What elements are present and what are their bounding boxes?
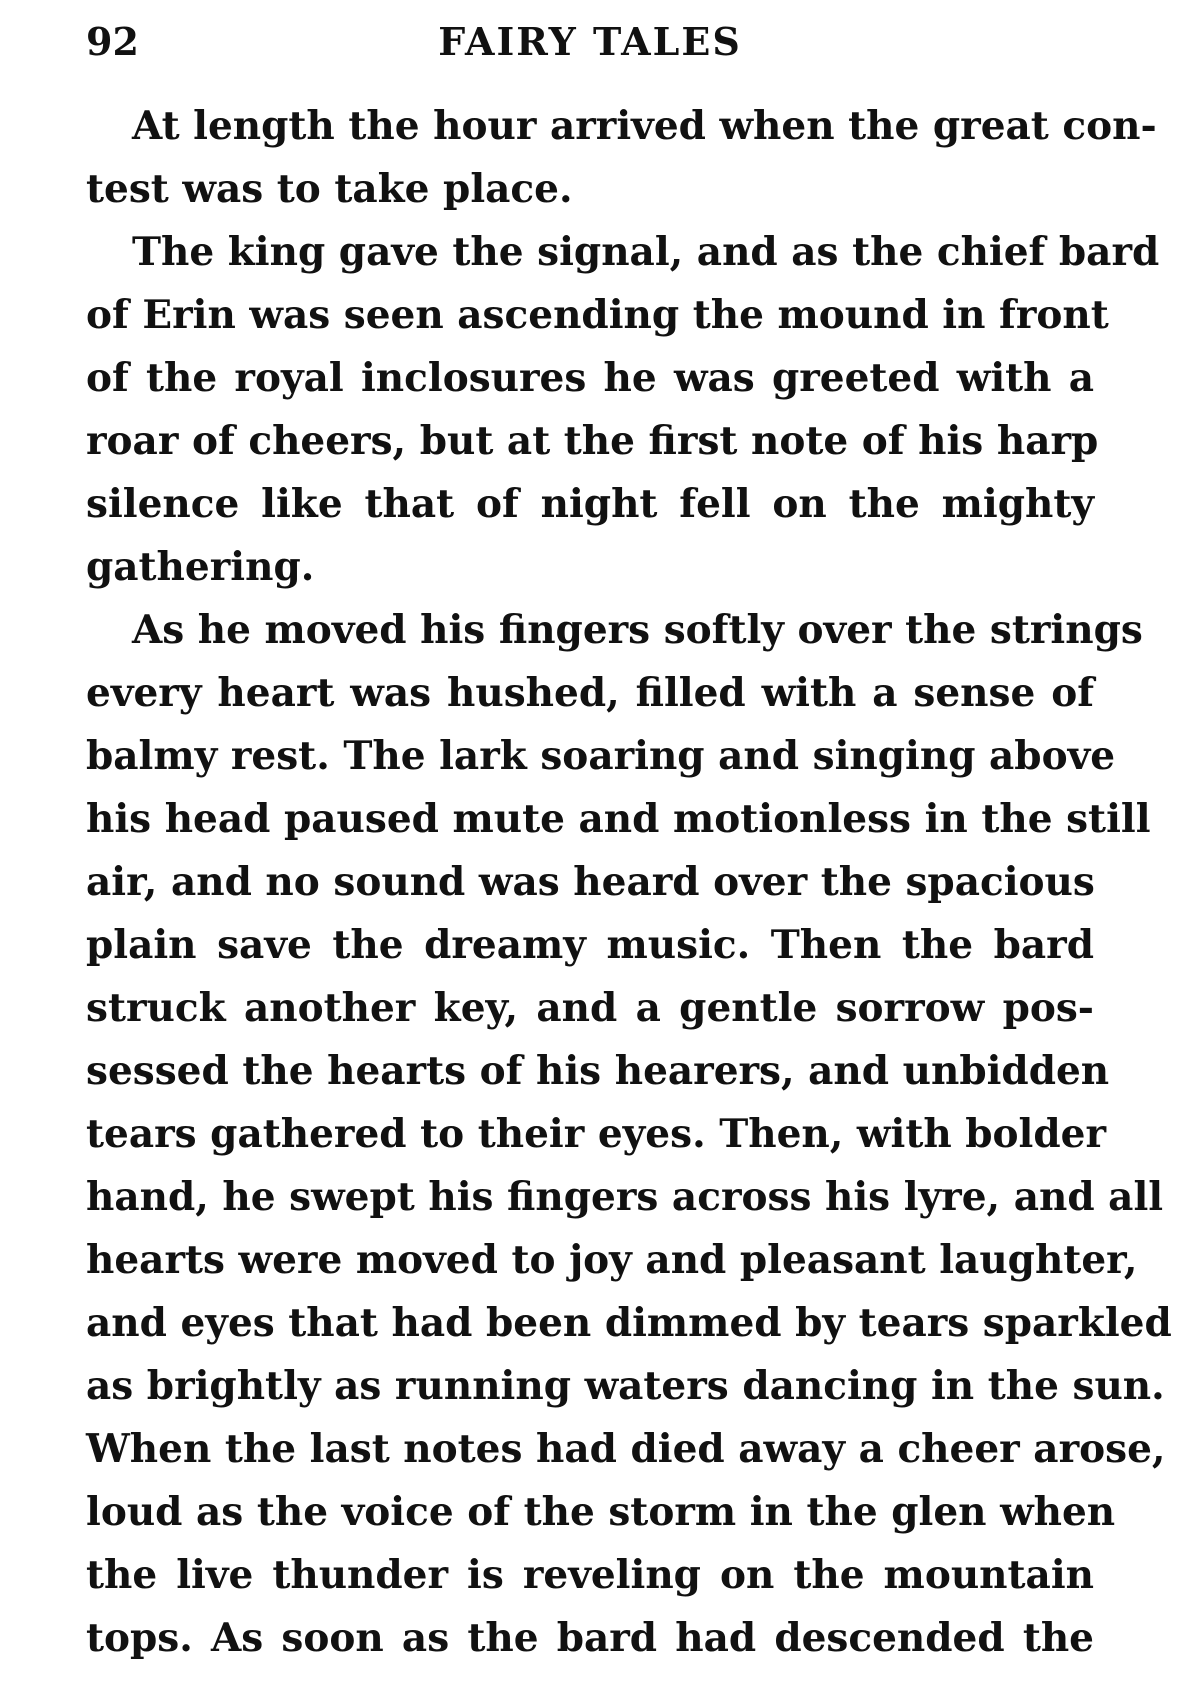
body-text <box>86 95 1172 1670</box>
text-line: tops. As soon as the bard had descended the <box>86 1615 1094 1661</box>
text-line: sessed the hearts of his hearers, and unbidden <box>86 1048 1110 1094</box>
text-line: every heart was hushed, filled with a sense of <box>86 670 1094 716</box>
text-line: When the last notes had died away a cheer arose, <box>86 1426 1166 1472</box>
text-line: loud as the voice of the storm in the glen when <box>86 1489 1116 1535</box>
paragraph-2 <box>86 221 1160 599</box>
text-line: As he moved his fingers softly over the strings <box>132 607 1143 653</box>
text-line: struck another key, and a gentle sorrow pos- <box>86 985 1094 1031</box>
text-line: as brightly as running waters dancing in the sun. <box>86 1363 1165 1409</box>
text-line: test was to take place. <box>86 166 573 212</box>
text-line: and eyes that had been dimmed by tears sparkled <box>86 1300 1172 1346</box>
text-line: roar of cheers, but at the first note of his harp <box>86 418 1099 464</box>
text-line: the live thunder is reveling on the mountain <box>86 1552 1094 1598</box>
text-line: tears gathered to their eyes. Then, with bolder <box>86 1111 1106 1157</box>
text-line: of Erin was seen ascending the mound in front <box>86 292 1109 338</box>
paragraph-1 <box>86 95 1157 221</box>
text-line: air, and no sound was heard over the spacious <box>86 859 1095 905</box>
running-head <box>86 14 1094 70</box>
text-line: plain save the dreamy music. Then the bard <box>86 922 1094 968</box>
text-line: his head paused mute and motionless in the still <box>86 796 1151 842</box>
text-line: At length the hour arrived when the great con- <box>132 103 1157 149</box>
paragraph-3 <box>86 599 1172 1670</box>
text-line: gathering. <box>86 544 315 590</box>
running-title: FAIRY TALES <box>438 19 742 64</box>
page-number: 92 <box>86 19 139 64</box>
text-line: hand, he swept his fingers across his lyre, and all <box>86 1174 1164 1220</box>
text-line: The king gave the signal, and as the chief bard <box>132 229 1160 275</box>
text-line: silence like that of night fell on the mighty <box>86 481 1094 527</box>
text-line: hearts were moved to joy and pleasant laughter, <box>86 1237 1138 1283</box>
text-line: balmy rest. The lark soaring and singing above <box>86 733 1116 779</box>
text-line: of the royal inclosures he was greeted with a <box>86 355 1094 401</box>
